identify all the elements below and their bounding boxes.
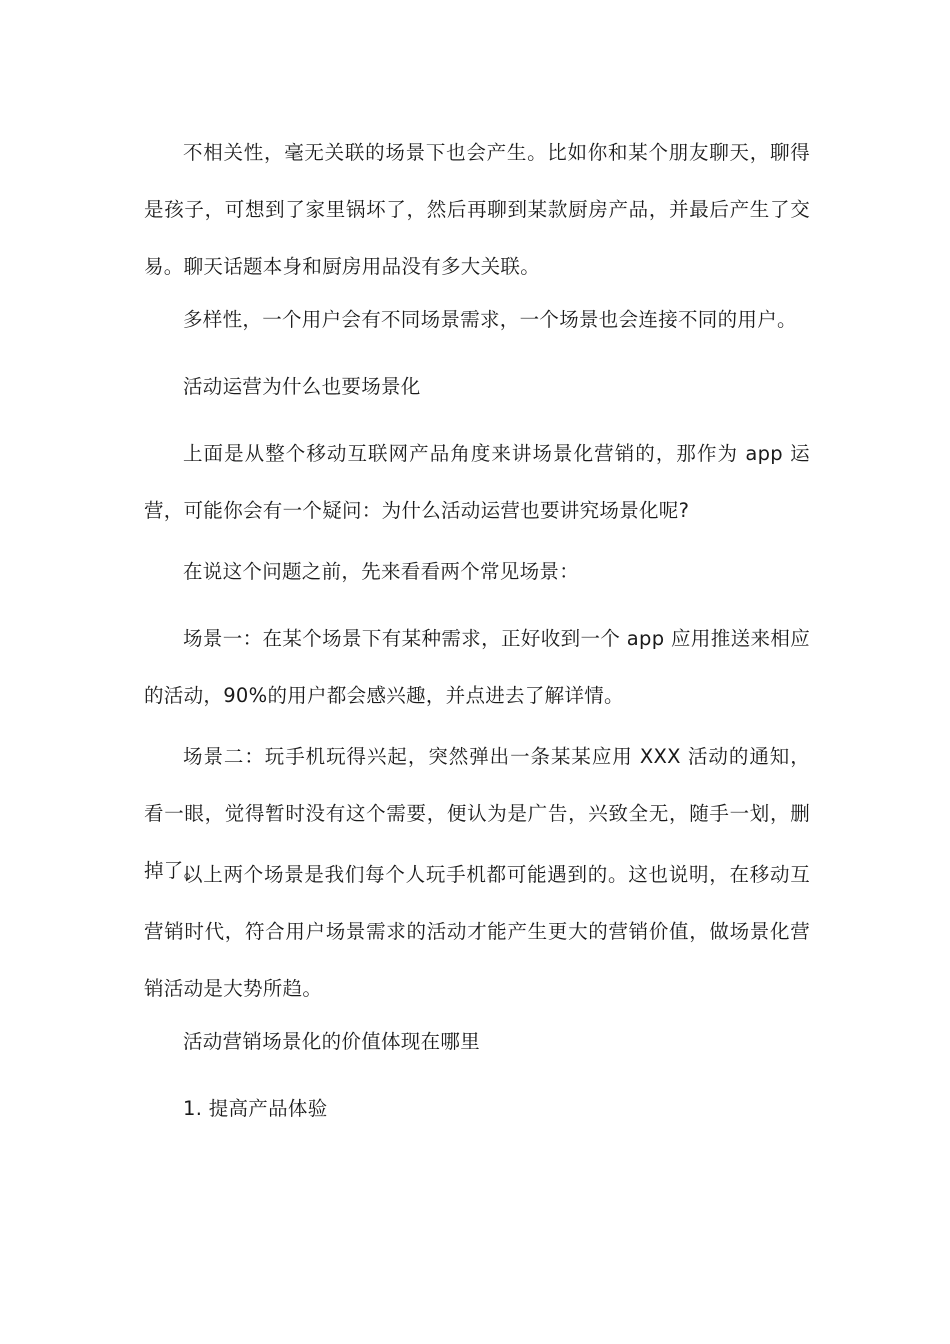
heading-why-scenario: 活动运营为什么也要场景化: [183, 375, 421, 398]
paragraph-two-scenarios-intro: 在说这个问题之前，先来看看两个常见场景：: [183, 560, 580, 583]
paragraph-conclusion: 以上两个场景是我们每个人玩手机都可能遇到的。这也说明，在移动互营销时代，符合用户场景需求的活动才能产生更大的营销价值，做场景化营销活动是大势所趋。: [144, 863, 810, 1000]
paragraph-diversity: 多样性，一个用户会有不同场景需求，一个场景也会连接不同的用户。: [183, 308, 797, 331]
heading-value: 活动营销场景化的价值体现在哪里: [183, 1030, 481, 1053]
list-item-product-experience: 1. 提高产品体验: [183, 1097, 328, 1120]
paragraph-irrelevance: 不相关性，毫无关联的场景下也会产生。比如你和某个朋友聊天，聊得是孩子，可想到了家里锅坏了，然后再聊到某款厨房产品，并最后产生了交易。聊天话题本身和厨房用品没有多大关联。: [144, 141, 810, 278]
paragraph-scenario-one: 场景一：在某个场景下有某种需求，正好收到一个 app 应用推送来相应的活动，90%的用户都会感兴趣，并点进去了解详情。: [144, 627, 810, 707]
paragraph-scenario-two: 场景二：玩手机玩得兴起，突然弹出一条某某应用 XXX 活动的通知，看一眼，觉得暂时没有这个需要，便认为是广告，兴致全无，随手一划，删掉了。: [144, 745, 810, 882]
paragraph-app-operation: 上面是从整个移动互联网产品角度来讲场景化营销的，那作为 app 运营，可能你会有一个疑问：为什么活动运营也要讲究场景化呢?: [144, 442, 810, 522]
